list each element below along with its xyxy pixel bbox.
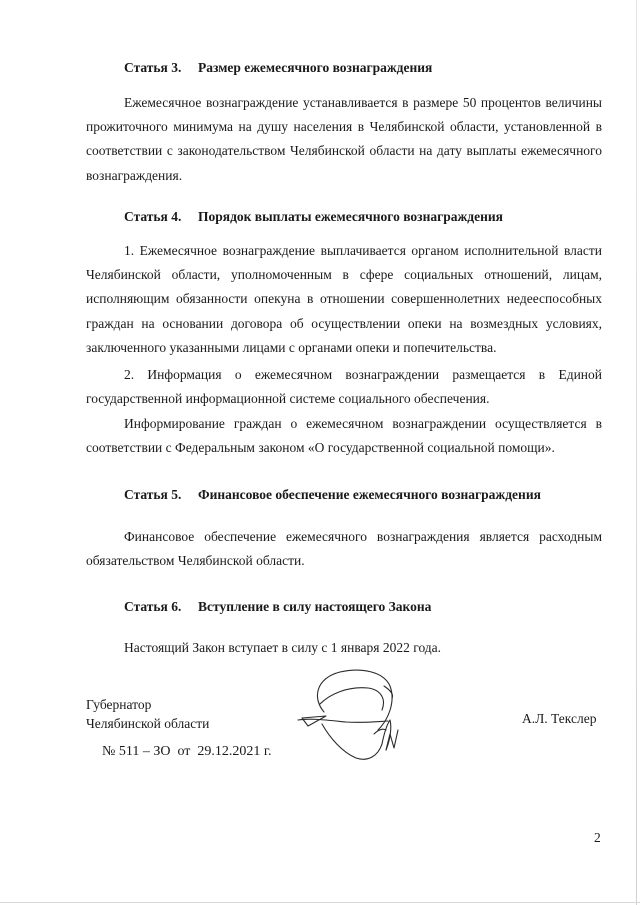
article-4-title: Порядок выплаты ежемесячного вознаграждения xyxy=(198,209,503,224)
signatory-position-line-1: Губернатор xyxy=(86,697,152,712)
article-6-paragraph-1: Настоящий Закон вступает в силу с 1 января 2022 года. xyxy=(124,640,442,655)
article-4-heading xyxy=(124,209,503,225)
scan-edge-bottom xyxy=(0,902,640,903)
article-5-number: Статья 5. xyxy=(124,487,182,502)
page-number: 2 xyxy=(594,830,601,845)
article-6-heading xyxy=(124,599,431,615)
signatory-position-line-2: Челябинской области xyxy=(86,716,210,731)
article-5-paragraph-1: Финансовое обеспечение ежемесячного вознаграждения является расходным обязательством Челябинской области. xyxy=(86,529,602,569)
law-number: № 511 – ЗО от 29.12.2021 г. xyxy=(102,744,272,759)
article-4-paragraph-1: 1. Ежемесячное вознаграждение выплачивается органом исполнительной власти Челябинской области, уполномоченным в сфере социальных отношений, лицам, исполняющим обязанности опекуна в отношении совершеннолетних недееспособных граждан на основании договора об осуществлении опеки на возмездных условиях, заключенного указанными лицами с органами опеки и попечительства. xyxy=(86,243,602,355)
article-3-number: Статья 3. xyxy=(124,60,182,75)
article-4-paragraph-2: 2. Информация о ежемесячном вознаграждении размещается в Единой государственной информационной системе социального обеспечения. xyxy=(86,367,602,407)
handwritten-signature xyxy=(286,664,416,768)
article-5-heading xyxy=(124,487,541,503)
article-6-title: Вступление в силу настоящего Закона xyxy=(198,599,432,614)
article-6-number: Статья 6. xyxy=(124,599,182,614)
article-4-number: Статья 4. xyxy=(124,209,182,224)
article-5-title: Финансовое обеспечение ежемесячного вознаграждения xyxy=(198,487,541,502)
signatory-name: А.Л. Текслер xyxy=(522,711,597,726)
article-3-title: Размер ежемесячного вознаграждения xyxy=(198,60,433,75)
article-4-paragraph-3: Информирование граждан о ежемесячном вознаграждении осуществляется в соответствии с Федеральным законом «О государственной социальной помощи». xyxy=(86,416,602,456)
scan-edge-right xyxy=(636,0,637,905)
signatory-position xyxy=(86,695,209,733)
article-3-heading xyxy=(124,60,432,76)
article-3-paragraph-1: Ежемесячное вознаграждение устанавливается в размере 50 процентов величины прожиточного минимума на душу населения в Челябинской области, установленной в соответствии с законодательством Челябинской области на дату выплаты ежемесячного вознаграждения. xyxy=(86,95,602,183)
